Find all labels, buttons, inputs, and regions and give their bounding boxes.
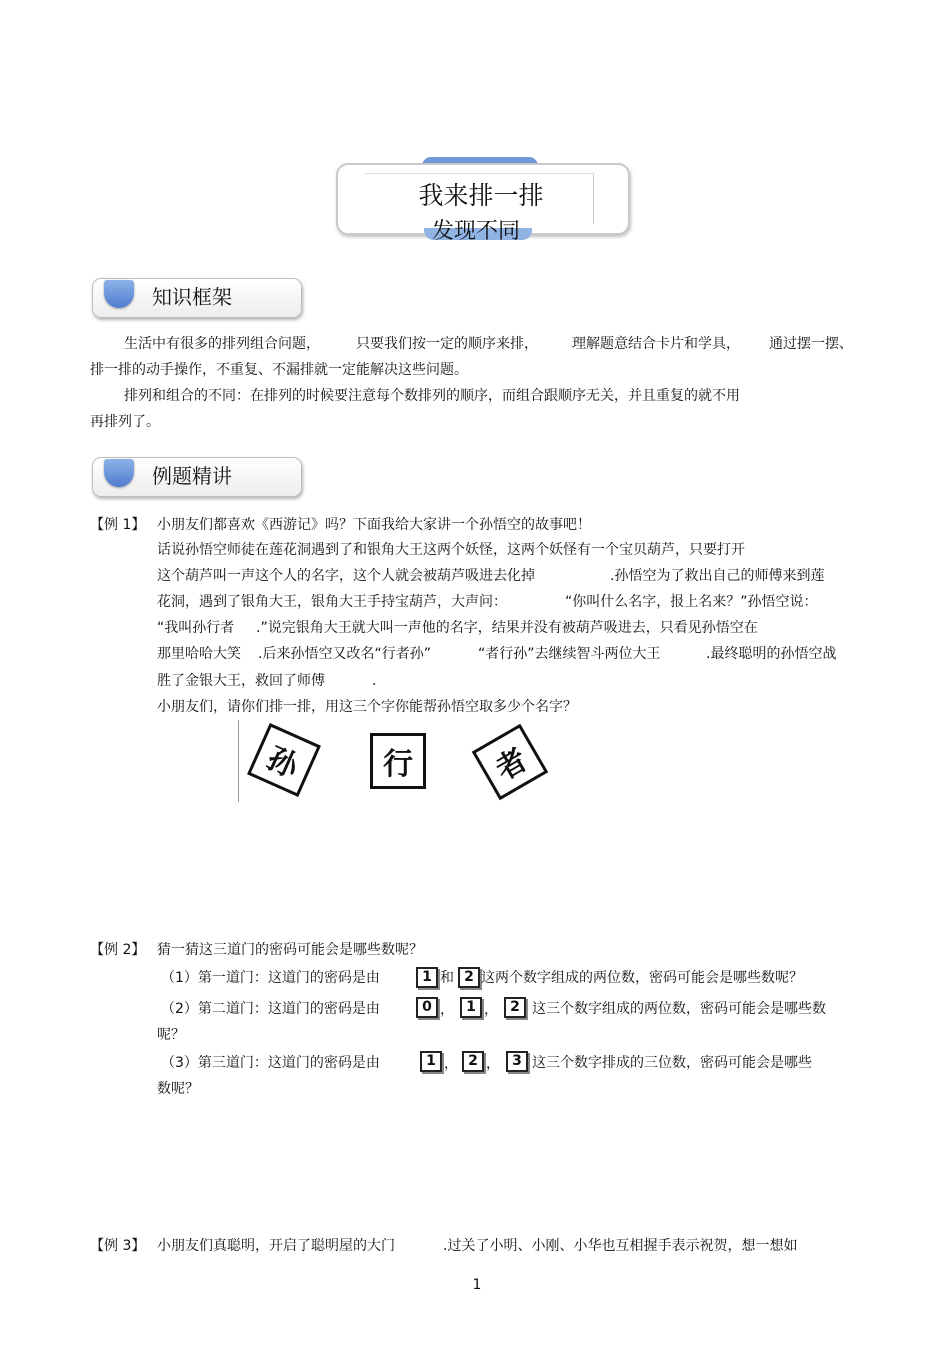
digit-card: 2 (458, 967, 480, 988)
separator: ， (444, 1056, 458, 1072)
example1-line3b: .孙悟空为了救出自己的师傅来到莲 (610, 568, 825, 584)
example1-line6a: 那里哈哈大笑 (157, 646, 241, 662)
example2-q2-tail2: 呢？ (157, 1027, 185, 1043)
digit-card: 1 (420, 1051, 442, 1072)
separator: ， (486, 1056, 500, 1072)
example1-line5a: “我叫孙行者 (157, 620, 235, 636)
example3-line1a: 小朋友们真聪明，开启了聪明屋的大门 (157, 1238, 395, 1254)
separator: ， (440, 1002, 454, 1018)
example3-tag: 【例 3】 (90, 1238, 146, 1254)
page-subtitle: 发现不同 (431, 219, 520, 244)
separator: ， (484, 1002, 498, 1018)
page-title: 我来排一排 (418, 181, 544, 210)
para1-line2: 排一排的动手操作，不重复、不漏排就一定能解决这些问题。 (90, 362, 468, 378)
example1-line2: 话说孙悟空师徒在莲花洞遇到了和银角大王这两个妖怪，这两个妖怪有一个宝贝葫芦，只要打开 (157, 542, 745, 558)
example1-line1: 小朋友们都喜欢《西游记》吗？下面我给大家讲一个孙悟空的故事吧！ (157, 517, 591, 533)
digit-card: 2 (504, 997, 526, 1018)
example2-q3-lead: （3）第三道门：这道门的密码是由 (161, 1055, 380, 1071)
para1-part-a: 生活中有很多的排列组合问题， (124, 336, 320, 352)
para1-part-c: 理解题意结合卡片和学具， (572, 336, 740, 352)
para2-line1: 排列和组合的不同：在排列的时候要注意每个数排列的顺序，而组合跟顺序无关，并且重复的就不用 (124, 388, 740, 404)
example1-line7: 胜了金银大王，救回了师傅 (157, 673, 325, 689)
page-number: 1 (472, 1277, 482, 1293)
example2-q1-tail: 这两个数字组成的两位数，密码可能会是哪些数呢？ (481, 970, 803, 986)
example1-tag: 【例 1】 (90, 517, 146, 533)
card-zhe: 者 (472, 724, 548, 800)
example1-line7-period: . (372, 673, 377, 689)
example2-tag: 【例 2】 (90, 942, 146, 958)
example1-line5b: .”说完银角大王就大叫一声他的名字，结果并没有被葫芦吸进去，只看见孙悟空在 (256, 620, 758, 636)
para1-part-d: 通过摆一摆、 (769, 336, 853, 352)
example1-line6d: .最终聪明的孙悟空战 (706, 646, 837, 662)
example2-q3-tail2: 数呢？ (157, 1081, 199, 1097)
digit-card: 2 (462, 1051, 484, 1072)
example2-intro: 猜一猜这三道门的密码可能会是哪些数呢？ (157, 942, 423, 958)
section-title-examples: 例题精讲 (152, 464, 232, 488)
example3-line1b: .过关了小明、小刚、小华也互相握手表示祝贺，想一想如 (443, 1238, 798, 1254)
para1-part-b: 只要我们按一定的顺序来排， (356, 336, 538, 352)
example1-line6c: “者行孙”去继续智斗两位大王 (478, 646, 661, 662)
example1-line8: 小朋友们，请你们排一排，用这三个字你能帮孙悟空取多少个名字？ (157, 699, 577, 715)
example2-q3-tail: 这三个数字排成的三位数，密码可能会是哪些 (532, 1055, 812, 1071)
example1-line4a: 花洞，遇到了银角大王，银角大王手持宝葫芦，大声问： (157, 594, 507, 610)
example1-line4b: “你叫什么名字，报上名来？”孙悟空说： (565, 594, 818, 610)
example2-q2-lead: （2）第二道门：这道门的密码是由 (161, 1001, 380, 1017)
example2-q1-lead: （1）第一道门：这道门的密码是由 (161, 970, 380, 986)
example2-q2-tail: 这三个数字组成的两位数，密码可能会是哪些数 (532, 1001, 826, 1017)
card-xing: 行 (370, 733, 426, 789)
card-sun: 孙 (247, 723, 321, 797)
digit-card: 3 (506, 1051, 528, 1072)
section-title-knowledge: 知识框架 (152, 285, 232, 309)
example1-line3a: 这个葫芦叫一声这个人的名字，这个人就会被葫芦吸进去化掉 (157, 568, 535, 584)
example2-q1-and: 和 (440, 970, 454, 986)
para2-line2: 再排列了。 (90, 414, 160, 430)
digit-card: 1 (416, 967, 438, 988)
digit-card: 1 (460, 997, 482, 1018)
digit-card: 0 (416, 997, 438, 1018)
example1-line6b: .后来孙悟空又改名“行者孙” (258, 646, 431, 662)
